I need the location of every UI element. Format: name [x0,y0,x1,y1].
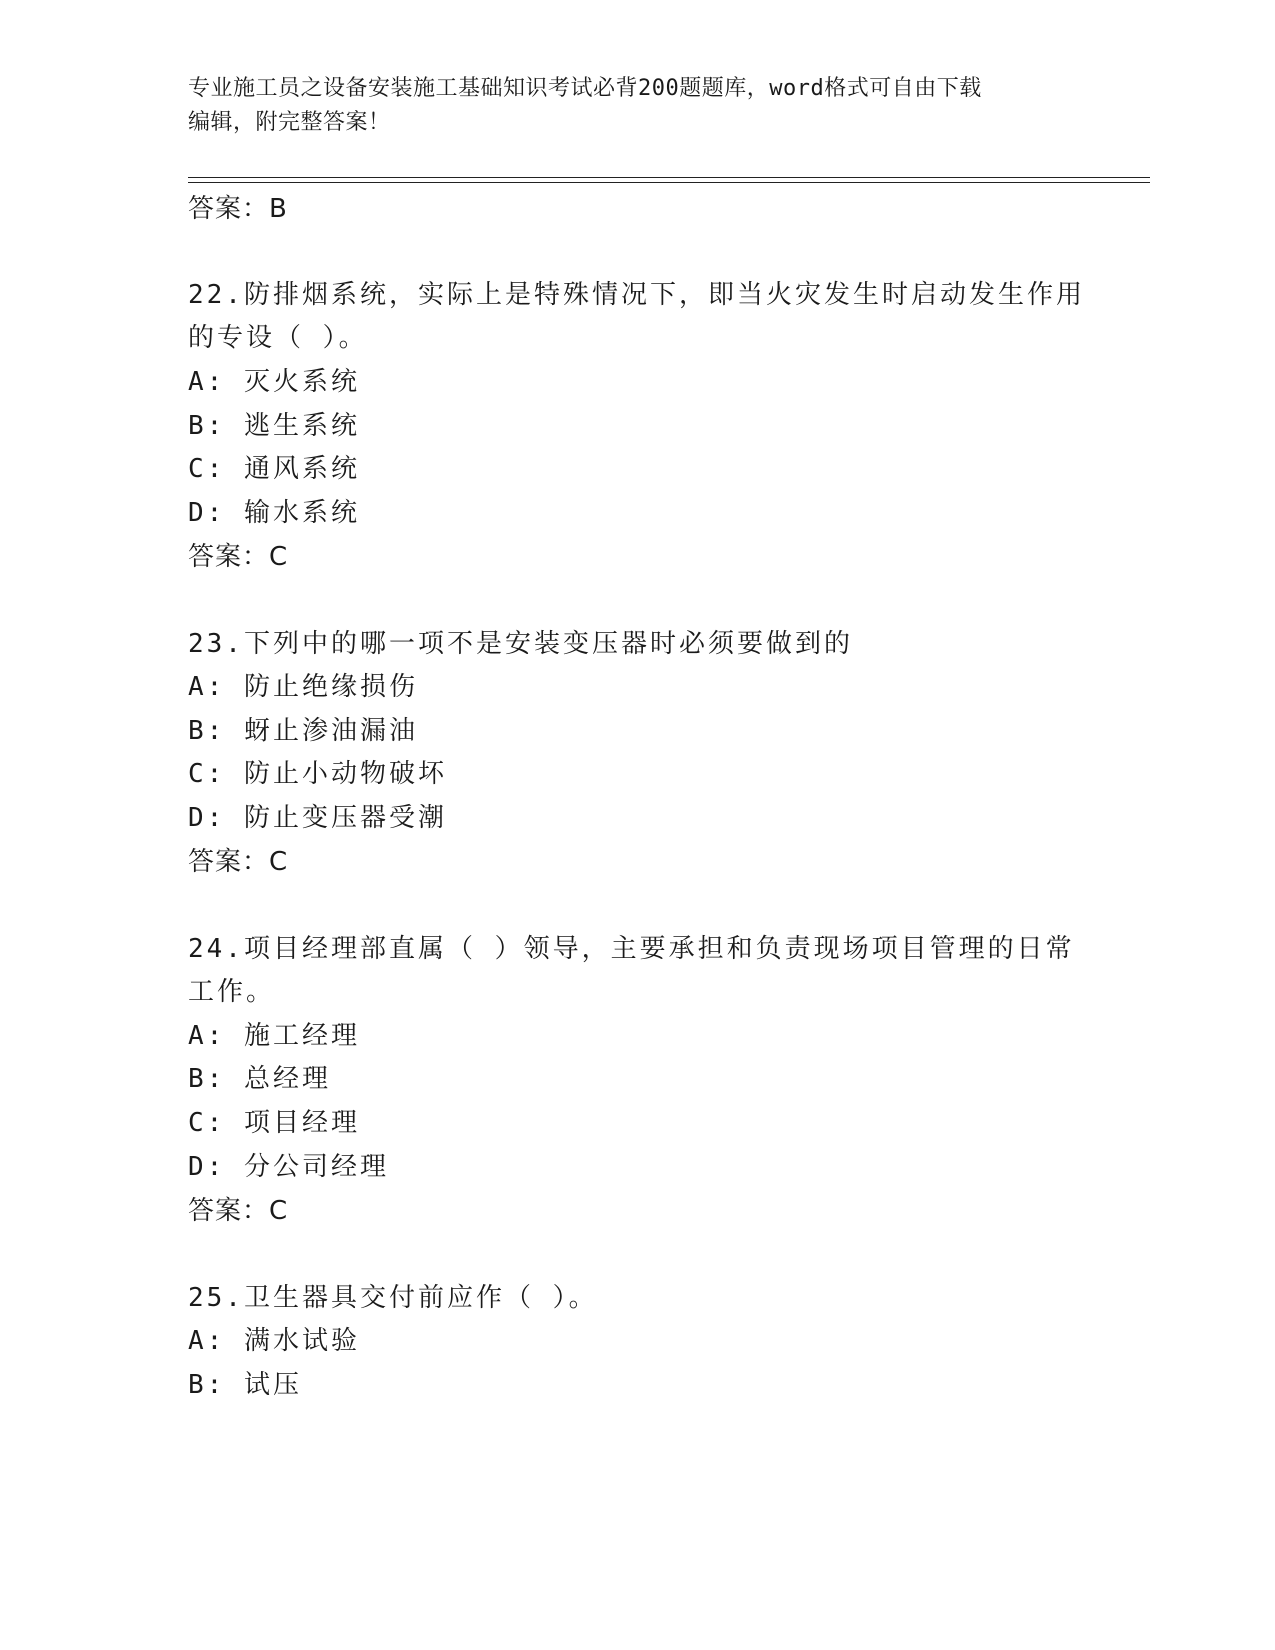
question-24-stem-line-2: 工作。 [188,977,276,1007]
question-25-option-b: B: 试压 [188,1370,302,1400]
question-22-option-c: C: 通风系统 [188,454,360,484]
header-divider-bottom [188,182,1150,183]
header-title-line-2: 编辑，附完整答案！ [188,110,391,135]
question-23-stem-line-1: 23.下列中的哪一项不是安装变压器时必须要做到的 [188,629,853,659]
question-24-answer: 答案：C [188,1196,289,1226]
header-title-line-1: 专业施工员之设备安装施工基础知识考试必背200题题库，word格式可自由下载 [188,76,982,101]
question-22-option-b: B: 逃生系统 [188,411,360,441]
question-24-option-a: A: 施工经理 [188,1021,360,1051]
question-23-option-c: C: 防止小动物破坏 [188,759,447,789]
question-22-answer: 答案：C [188,542,289,572]
question-23-option-d: D: 防止变压器受潮 [188,803,447,833]
question-24-option-c: C: 项目经理 [188,1108,360,1138]
question-25-stem-line-1: 25.卫生器具交付前应作（ ）。 [188,1283,598,1313]
question-23-option-a: A: 防止绝缘损伤 [188,672,418,702]
header-divider-top [188,177,1150,178]
question-24-option-b: B: 总经理 [188,1064,331,1094]
question-25-option-a: A: 满水试验 [188,1326,360,1356]
question-23-option-b: B: 蚜止渗油漏油 [188,716,418,746]
question-22-stem-line-1: 22.防排烟系统，实际上是特殊情况下，即当火灾发生时启动发生作用 [188,280,1085,310]
previous-answer: 答案：B [188,194,288,224]
question-22-option-a: A: 灭火系统 [188,367,360,397]
question-24-option-d: D: 分公司经理 [188,1152,389,1182]
question-22-stem-line-2: 的专设（ ）。 [188,323,368,353]
question-22-option-d: D: 输水系统 [188,498,360,528]
document-header [188,72,1068,140]
question-23-answer: 答案：C [188,847,289,877]
question-24-stem-line-1: 24.项目经理部直属（ ）领导，主要承担和负责现场项目管理的日常 [188,934,1075,964]
